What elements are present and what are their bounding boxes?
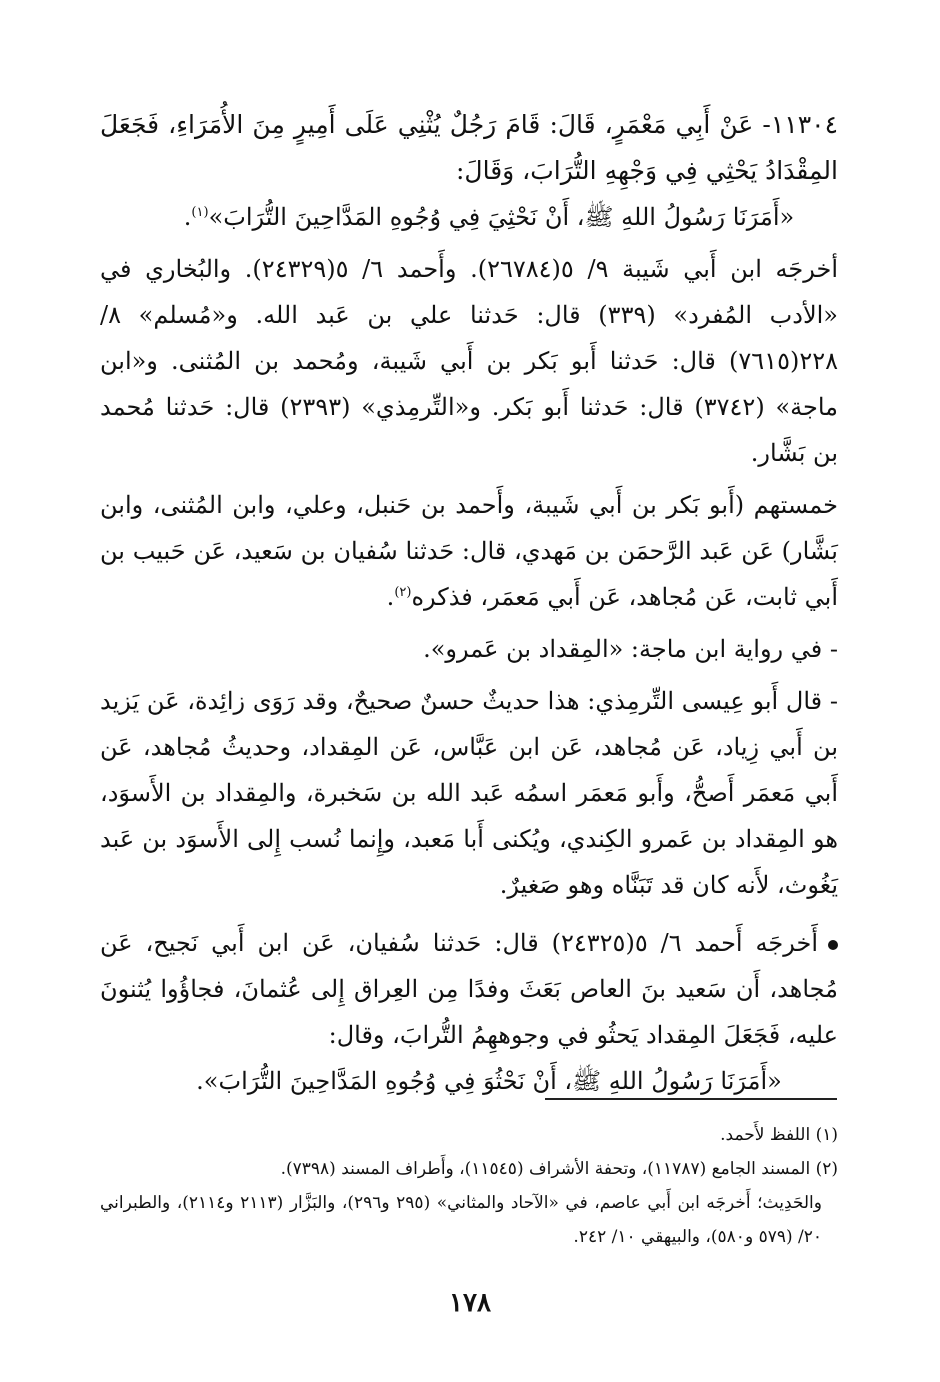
note-ibn-majah: - في رواية ابن ماجة: «المِقداد بن عَمرو». [423, 635, 838, 663]
hadith-quote: «أَمَرَنَا رَسُولُ اللهِ ﷺ، أَنْ نَحْثِيَ فِي وُجُوهِ المَدَّاحِينَ التُّرَابَ»$^{(١)}$. [183, 203, 795, 231]
footnote-ref-1: (١) [191, 205, 209, 220]
footnotes [100, 1118, 838, 1254]
takhrij-paragraph-1: أخرجَه ابن أَبي شَيبة ٩/ ٥(٢٦٧٨٤). وأَحمد ٦/ ٥(٢٤٣٢٩). والبُخاري في «الأدب المُفرد» (٣٣٩) قال: حَدثنا علي بن عَبد الله. و«مُسلم» ٨/ ٢٢٨(٧٦١٥) قال: حَدثنا أَبو بَكر بن أَبي شَيبة، ومُحمد بن المُثنى. و«ابن ماجة» (٣٧٤٢) قال: حَدثنا أَبو بَكر. و«التِّرمِذي» (٢٣٩٣) قال: حَدثنا مُحمد بن بَشَّار. [100, 255, 839, 467]
page-number: ١٧٨ [449, 1288, 491, 1318]
bullet-icon [828, 940, 838, 950]
note-tirmidhi: - قال أَبو عِيسى التِّرمِذي: هذا حديثٌ حسنٌ صحيحٌ، وقد رَوَى زائِدة، عَن يَزيد بن أَبي زِياد، عَن مُجاهد، عَن ابن عَبَّاس، عَن المِقداد، وحديثُ مُجاهد، عَن أَبي مَعمَر أَصحُّ، وأَبو مَعمَر اسمُه عَبد الله بن سَخبرة، والمِقداد بن الأَسوَد، هو المِقداد بن عَمرو الكِندي، ويُكنى أَبا مَعبد، وإِنما نُسب إِلى الأَسوَد بن عَبد يَغُوث، لأَنه كان قد تَبَنَّاه وهو صَغيرٌ. [100, 687, 838, 899]
takhrij-paragraph-2-text: خمستهم (أَبو بَكر بن أَبي شَيبة، وأَحمد بن حَنبل، وعلي، وابن المُثنى، وابن بَشَّار) عَن عَبد الرَّحمَن بن مَهدي، قال: حَدثنا سُفيان بن سَعيد، عَن حَبيب بن أَبي ثابت، عَن مُجاهد، عَن أَبي مَعمَر، فذكره [100, 491, 838, 611]
footnote-2: (٢) المسند الجامع (١١٧٨٧)، وتحفة الأشراف (١١٥٤٥)، وأَطراف المسند (٧٣٩٨). [280, 1159, 838, 1179]
second-takhrij [100, 920, 838, 1058]
second-quote: «أَمَرَنَا رَسُولُ اللهِ ﷺ، أَنْ نَحْثُوَ فِي وُجُوهِ المَدَّاحِينَ التُّرَابَ». [196, 1067, 782, 1095]
footnote-divider [545, 1098, 837, 1100]
second-takhrij-text: أَخرجَه أَحمد ٦/ ٥(٢٤٣٢٥) قال: حَدثنا سُفيان، عَن ابن أَبي نَجيح، عَن مُجاهد، أَن سَعيد بنَ العاص بَعَثَ وفدًا مِن العِراق إِلى عُثمانَ، فجاؤُوا يُثنونَ عليه، فَجَعَلَ المِقداد يَحثُو في وجوههِمُ التُّرابَ، وقال: [100, 929, 838, 1049]
hadith-quote-text: «أَمَرَنَا رَسُولُ اللهِ ﷺ، أَنْ نَحْثِيَ فِي وُجُوهِ المَدَّاحِينَ التُّرَابَ» [208, 203, 795, 231]
footnote-1: (١) اللفظ لأَحمد. [720, 1125, 838, 1145]
hadith-heading: ١١٣٠٤- عَنْ أَبِي مَعْمَرٍ، قَالَ: قَامَ رَجُلٌ يُثْنِي عَلَى أَمِيرٍ مِنَ الأُمَرَاءِ، فَجَعَلَ المِقْدَادُ يَحْثِي فِي وَجْهِهِ التُّرَابَ، وَقَالَ: [100, 110, 838, 185]
footnote-ref-2: (٢) [394, 585, 412, 600]
main-text [100, 102, 838, 1104]
takhrij-paragraph-2: خمستهم (أَبو بَكر بن أَبي شَيبة، وأَحمد بن حَنبل، وعلي، وابن المُثنى، وابن بَشَّار) عَن عَبد الرَّحمَن بن مَهدي، قال: حَدثنا سُفيان بن سَعيد، عَن حَبيب بن أَبي ثابت، عَن مُجاهد، عَن أَبي مَعمَر، فذكره$^{(٢)}$. [100, 491, 838, 611]
footnote-2-continuation: والحَدِيث؛ أَخرجَه ابن أَبي عاصم، في «الآحاد والمثاني» (٢٩٥ و٢٩٦)، والبَزَّار (٢١١٣ و٢١١٤)، والطبراني ٢٠/ (٥٧٩ و٥٨٠)، والبيهقي ١٠/ ٢٤٢. [100, 1193, 822, 1247]
